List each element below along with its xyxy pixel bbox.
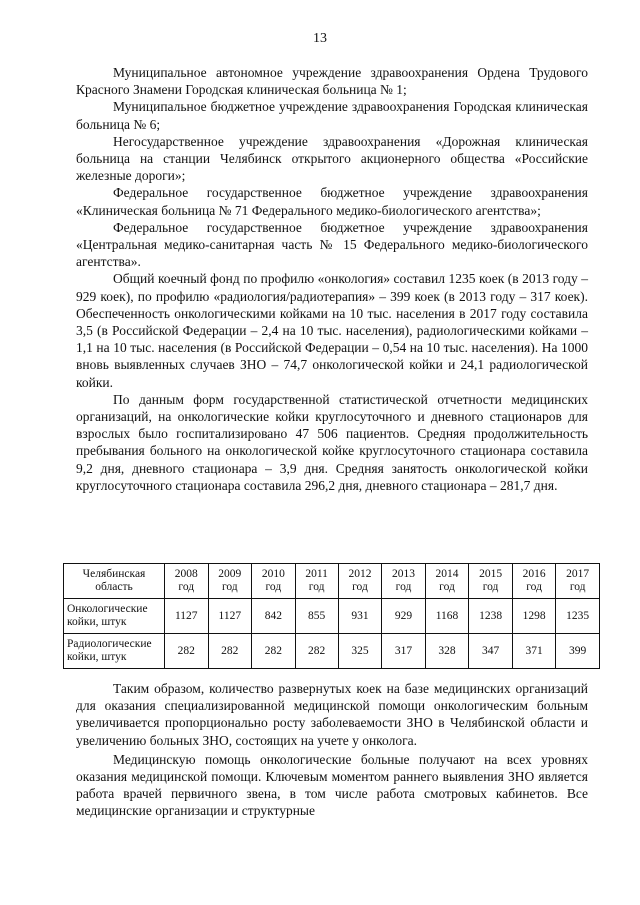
page-number: 13 <box>313 31 327 46</box>
table-header-year: 2017 год <box>556 564 600 599</box>
table-header-year: 2010 год <box>252 564 296 599</box>
table-cell: 347 <box>469 634 513 669</box>
table-header-year: 2015 год <box>469 564 513 599</box>
paragraph: Федеральное государственное бюджетное учреждение здравоохранения «Клиническая больница № 71 Федерального медико-биологического агентства»; <box>76 185 588 218</box>
table-cell: 1127 <box>165 599 209 634</box>
table-row <box>64 634 600 669</box>
table-header-year: 2016 год <box>512 564 556 599</box>
paragraph: Таким образом, количество развернутых коек на базе медицинских организаций для оказания специализированной медицинской помощи онкологическим больным увеличивается пропорционально росту заболеваемости ЗНО в Челябинской области и увеличению больных ЗНО, состоящих на учете у онколога. <box>76 681 588 748</box>
table-header-year: 2013 год <box>382 564 426 599</box>
table-cell: 931 <box>338 599 382 634</box>
table-cell: 1127 <box>208 599 252 634</box>
table-cell: 399 <box>556 634 600 669</box>
table-cell: 1238 <box>469 599 513 634</box>
table-cell: 1298 <box>512 599 556 634</box>
table-row-label: Радиологические койки, штук <box>64 634 165 669</box>
paragraph: Муниципальное бюджетное учреждение здравоохранения Городская клиническая больница № 6; <box>76 99 588 132</box>
paragraph: Медицинскую помощь онкологические больные получают на всех уровнях оказания медицинской помощи. Ключевым моментом раннего выявления ЗНО является работа врачей первичного звена, в том числе работа смотровых кабинетов. Все медицинские организации и структурные <box>76 751 588 819</box>
table-header-row <box>64 564 600 599</box>
table-cell: 282 <box>208 634 252 669</box>
table-header-region: Челябинская область <box>64 564 165 599</box>
table-header-year: 2011 год <box>295 564 338 599</box>
table-header-year: 2012 год <box>338 564 382 599</box>
table-row <box>64 599 600 634</box>
table-header-year: 2014 год <box>425 564 469 599</box>
table-header-year: 2009 год <box>208 564 252 599</box>
table-cell: 929 <box>382 599 426 634</box>
paragraph: Муниципальное автономное учреждение здравоохранения Ордена Трудового Красного Знамени Городская клиническая больница № 1; <box>76 65 588 98</box>
table-cell: 371 <box>512 634 556 669</box>
table-header-year: 2008 год <box>165 564 209 599</box>
paragraph: Общий коечный фонд по профилю «онкология» составил 1235 коек (в 2013 году – 929 коек), по профилю «радиология/радиотерапия» – 399 коек (в 2013 году – 317 коек). Обеспеченность онкологическими койками на 10 тыс. населения в 2017 году составила 3,5 (в Российской Федерации – 2,4 на 10 тыс. населения), радиологическими койками – 1,1 на 10 тыс. населения (в Российской Федерации – 0,54 на 10 тыс. населения). На 1000 вновь выявленных случаев ЗНО – 74,7 онкологической койки и 24,1 радиологической койки. <box>76 271 588 390</box>
table-row-label: Онкологические койки, штук <box>64 599 165 634</box>
body-text-before-table <box>76 64 588 494</box>
table-cell: 842 <box>252 599 296 634</box>
paragraph: Негосударственное учреждение здравоохранения «Дорожная клиническая больница на станции Челябинск открытого акционерного общества «Российские железные дороги»; <box>76 133 588 184</box>
table-cell: 282 <box>165 634 209 669</box>
beds-table <box>63 563 600 669</box>
paragraph: По данным форм государственной статистической отчетности медицинских организаций, на онкологические койки круглосуточного и дневного стационаров для взрослых было госпитализировано 47 506 пациентов. Средняя продолжительность пребывания больного на онкологической койке круглосуточного стационара составила 9,2 дня, дневного стационара – 3,9 дня. Средняя занятость онкологической койки круглосуточного стационара составила 296,2 дня, дневного стационара – 281,7 дня. <box>76 391 588 493</box>
paragraph: Федеральное государственное бюджетное учреждение здравоохранения «Центральная медико-санитарная часть № 15 Федерального медико-биологического агентства». <box>76 219 588 270</box>
table-cell: 1235 <box>556 599 600 634</box>
table-cell: 282 <box>252 634 296 669</box>
table-cell: 325 <box>338 634 382 669</box>
table-cell: 317 <box>382 634 426 669</box>
table-cell: 282 <box>295 634 338 669</box>
body-text-after-table <box>76 680 588 822</box>
table-cell: 1168 <box>425 599 469 634</box>
table-cell: 328 <box>425 634 469 669</box>
table-cell: 855 <box>295 599 338 634</box>
